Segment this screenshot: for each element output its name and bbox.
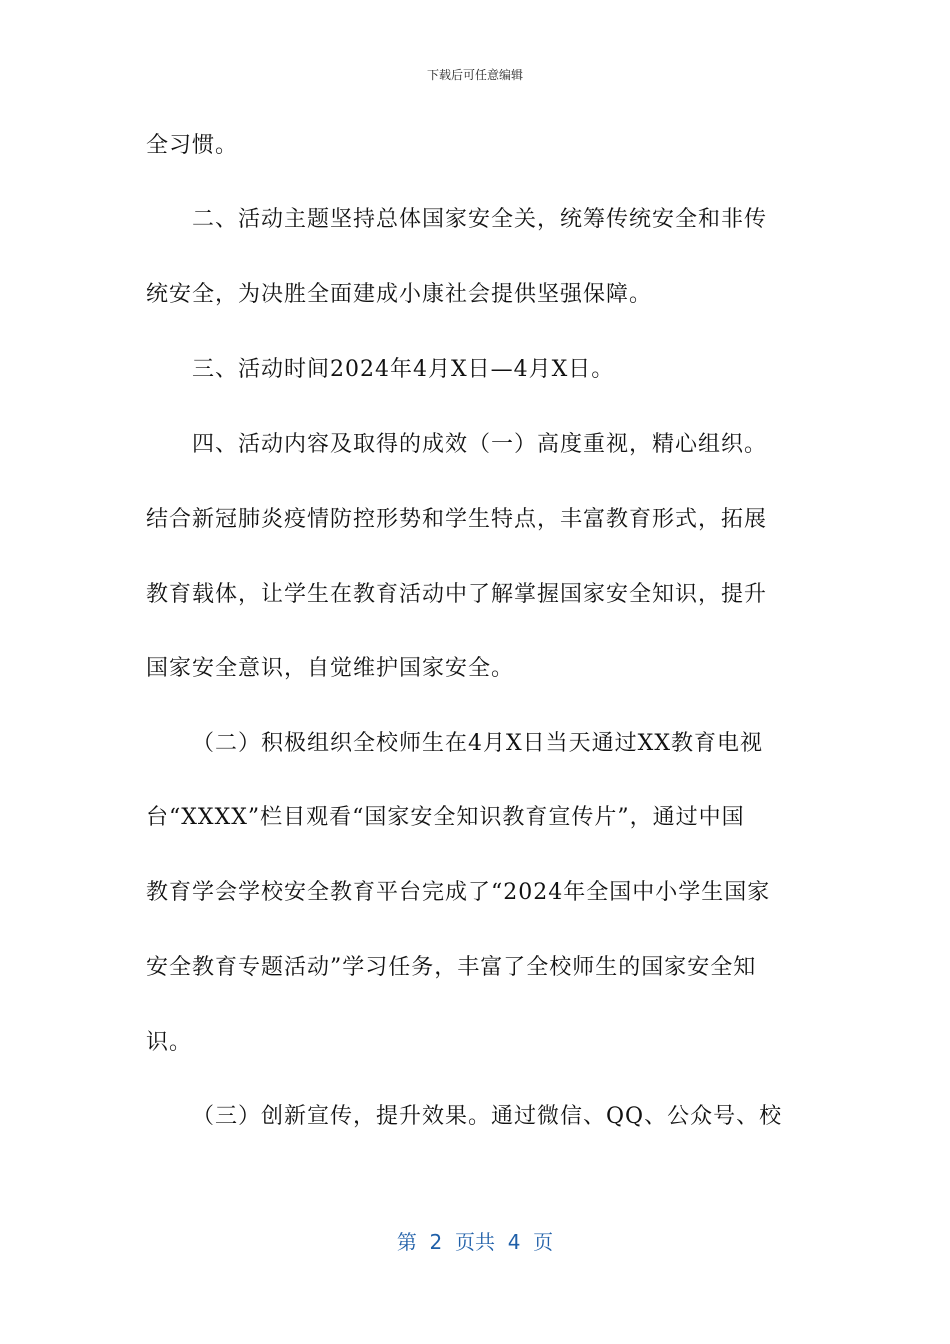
body-line: （二）积极组织全校师生在4月X日当天通过XX教育电视 [192, 731, 763, 756]
body-line: 教育学会学校安全教育平台完成了“2024年全国中小学生国家 [146, 880, 771, 905]
page-header-note: 下载后可任意编辑 [426, 68, 523, 82]
body-line: （三）创新宣传，提升效果。通过微信、QQ、公众号、校 [192, 1104, 783, 1129]
body-line: 统安全，为决胜全面建成小康社会提供坚强保障。 [146, 282, 653, 307]
body-line: 国家安全意识，自觉维护国家安全。 [146, 656, 515, 681]
body-line: 二、活动主题坚持总体国家安全关，统筹传统安全和非传 [192, 207, 768, 232]
body-line: 三、活动时间2024年4月X日—4月X日。 [192, 357, 615, 382]
body-line: 结合新冠肺炎疫情防控形势和学生特点，丰富教育形式，拓展 [146, 507, 768, 532]
body-line: 识。 [146, 1030, 193, 1055]
body-line: 台“XXXX”栏目观看“国家安全知识教育宣传片”，通过中国 [146, 805, 745, 830]
page-number-footer: 第 2 页共 4 页 [396, 1230, 554, 1254]
body-line: 四、活动内容及取得的成效（一）高度重视，精心组织。 [192, 432, 768, 457]
body-line: 教育载体，让学生在教育活动中了解掌握国家安全知识，提升 [146, 582, 768, 607]
body-line: 安全教育专题活动”学习任务，丰富了全校师生的国家安全知 [146, 955, 757, 980]
body-line: 全习惯。 [146, 133, 239, 158]
